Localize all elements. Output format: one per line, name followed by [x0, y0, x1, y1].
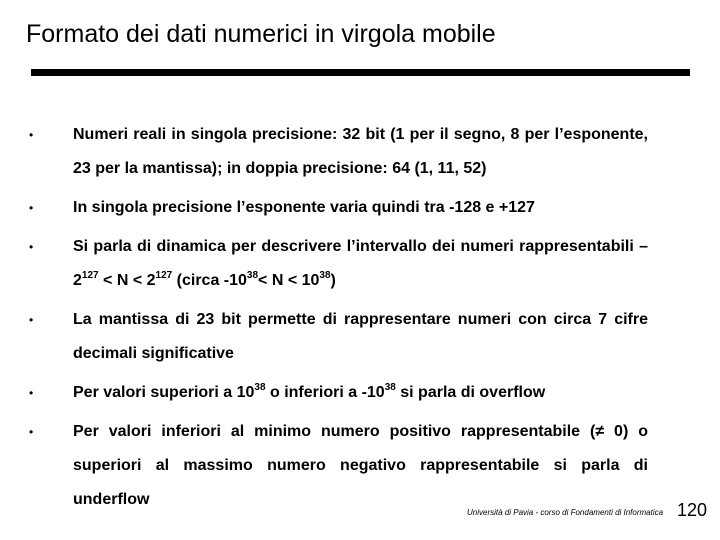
bullet-item [26, 415, 648, 517]
text-run: ) [330, 272, 336, 289]
text-run: o inferiori a -10 [265, 384, 385, 401]
text-run: < N < 10 [258, 272, 320, 289]
bullet-dot: • [29, 128, 34, 142]
bullet-item [26, 376, 648, 410]
text-run: Si parla di dinamica per descrivere l’intervallo dei numeri rappresentabili –2 [73, 238, 648, 289]
text-run: (circa -10 [172, 272, 247, 289]
exponent: 38 [384, 382, 396, 393]
bullet-item [26, 118, 648, 186]
bullet-dot: • [29, 201, 34, 215]
bullet-item [26, 303, 648, 371]
bullet-dot: • [29, 240, 34, 254]
bullet-text: La mantissa di 23 bit permette di rappresentare numeri con circa 7 cifre decimali significative [73, 311, 648, 362]
bullet-text [73, 384, 545, 401]
bullet-list [26, 118, 648, 522]
page-number: 120 [677, 500, 708, 520]
exponent: 38 [319, 270, 331, 281]
exponent: 38 [246, 270, 259, 281]
title-divider [31, 69, 690, 76]
text-run: Per valori superiori a 10 [73, 384, 255, 401]
exponent: 127 [81, 270, 99, 281]
bullet-item [26, 230, 648, 298]
text-run: < N < 2 [98, 272, 156, 289]
bullet-item [26, 191, 648, 225]
bullet-text: In singola precisione l’esponente varia quindi tra -128 e +127 [73, 199, 535, 216]
text-run: si parla di overflow [395, 384, 546, 401]
bullet-dot: • [29, 425, 34, 439]
exponent: 38 [254, 382, 266, 393]
bullet-dot: • [29, 313, 34, 327]
bullet-text: Per valori inferiori al minimo numero positivo rappresentabile (≠ 0) o superiori al massimo numero negativo rappresentabile si parla di underflow [73, 423, 648, 508]
bullet-dot: • [29, 386, 34, 400]
slide-title: Formato dei dati numerici in virgola mobile [26, 20, 496, 48]
footer-course: Università di Pavia - corso di Fondamenti di Informatica [467, 508, 664, 517]
bullet-text: Numeri reali in singola precisione: 32 bit (1 per il segno, 8 per l’esponente, 23 per la mantissa); in doppia precisione: 64 (1, 11, 52) [73, 126, 648, 177]
exponent: 127 [155, 270, 173, 281]
bullet-text [73, 238, 648, 289]
